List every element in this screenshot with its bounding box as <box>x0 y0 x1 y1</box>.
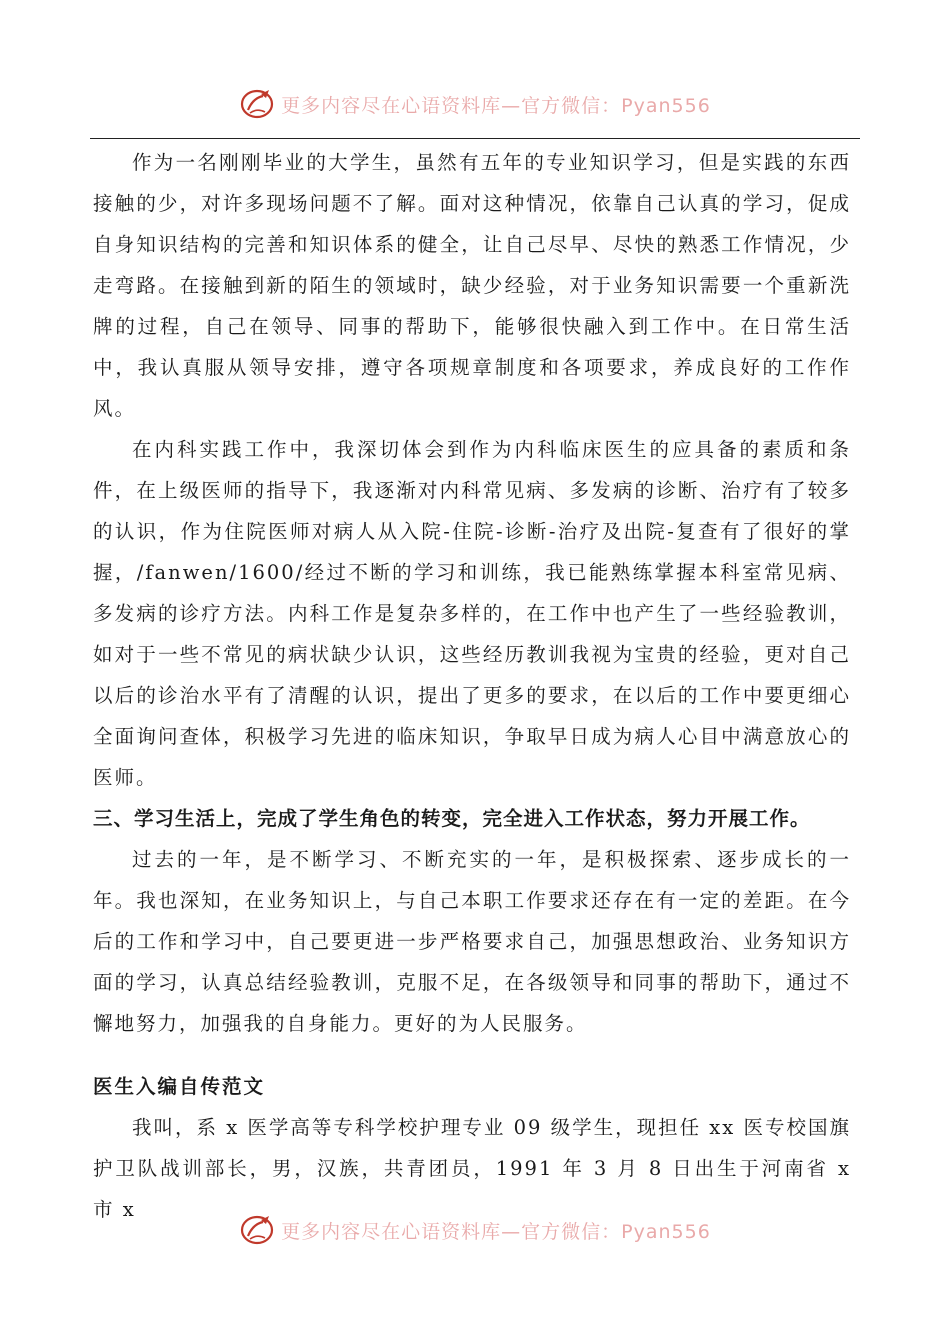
article-paragraph: 我叫，系 x 医学高等专科学校护理专业 09 级学生，现担任 xx 医专校国旗护卫队战训部长，男，汉族，共青团员，1991 年 3 月 8 日出生于河南省 x 市 x <box>93 1116 851 1221</box>
section-3-paragraph: 过去的一年，是不断学习、不断充实的一年，是积极探索、逐步成长的一年。我也深知，在业务知识上，与自己本职工作要求还存在有一定的差距。在今后的工作和学习中，自己要更进一步严格要求自己，加强思想政治、业务知识方面的学习，认真总结经验教训，克服不足，在各级领导和同事的帮助下，通过不懈地努力，加强我的自身能力。更好的为人民服务。 <box>93 848 851 1035</box>
section-3-heading: 三、学习生活上，完成了学生角色的转变，完全进入工作状态，努力开展工作。 <box>93 807 811 830</box>
body-paragraph-1: 作为一名刚刚毕业的大学生，虽然有五年的专业知识学习，但是实践的东西接触的少，对许多现场问题不了解。面对这种情况，依靠自己认真的学习，促成自身知识结构的完善和知识体系的健全，让自己尽早、尽快的熟悉工作情况，少走弯路。在接触到新的陌生的领域时，缺少经验，对于业务知识需要一个重新洗牌的过程，自己在领导、同事的帮助下，能够很快融入到工作中。在日常生活中，我认真服从领导安排，遵守各项规章制度和各项要求，养成良好的工作作风。 <box>93 151 851 420</box>
header-divider <box>90 138 860 139</box>
body-paragraph-2: 在内科实践工作中，我深切体会到作为内科临床医生的应具备的素质和条件，在上级医师的指导下，我逐渐对内科常见病、多发病的诊断、治疗有了较多的认识，作为住院医师对病人从入院-住院-诊断-治疗及出院-复查有了很好的掌握，/fanwen/1600/经过不断的学习和训练，我已能熟练掌握本科室常见病、多发病的诊疗方法。内科工作是复杂多样的，在工作中也产生了一些经验教训，如对于一些不常见的病状缺少认识，这些经历教训我视为宝贵的经验，更对自己以后的诊治水平有了清醒的认识，提出了更多的要求，在以后的工作中要更细心全面询问查体，积极学习先进的临床知识，争取早日成为病人心目中满意放心的医师。 <box>93 438 851 789</box>
banner-text: 更多内容尽在心语资料库—官方微信：Pyan556 <box>281 94 711 117</box>
banner-text: 更多内容尽在心语资料库—官方微信：Pyan556 <box>281 1220 711 1243</box>
pen-scroll-icon <box>239 86 275 122</box>
article-title: 医生入编自传范文 <box>93 1075 266 1098</box>
header-banner <box>0 84 950 124</box>
document-body <box>93 142 851 1230</box>
pen-scroll-icon <box>239 1212 275 1248</box>
footer-banner <box>0 1210 950 1250</box>
